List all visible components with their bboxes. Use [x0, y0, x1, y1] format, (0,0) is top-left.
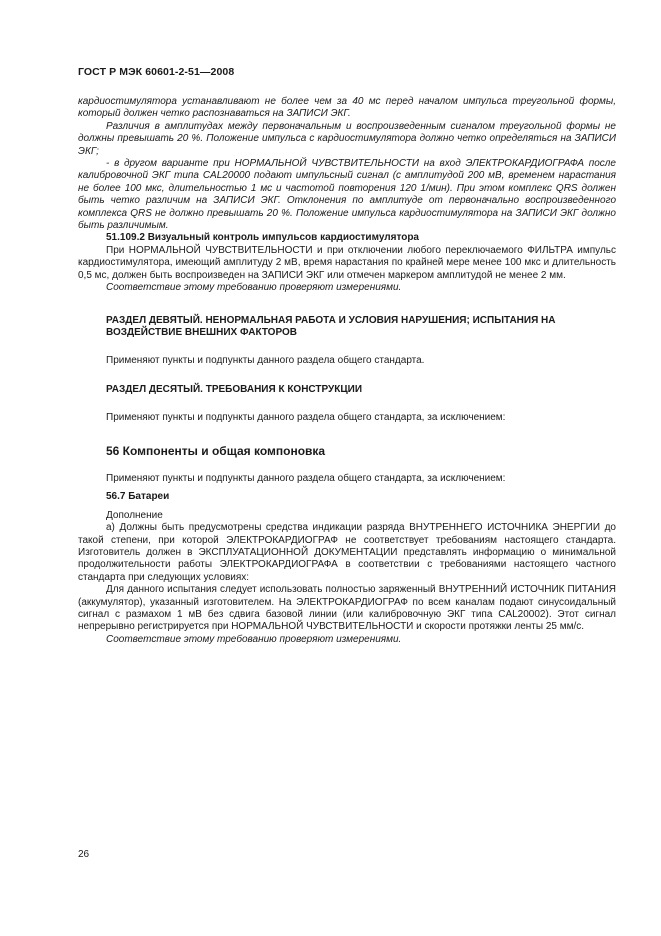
- paragraph-section-ten-applies: Применяют пункты и подпункты данного раздела общего стандарта, за исключением:: [106, 412, 506, 424]
- paragraph-pacemaker-pulse-timing: кардиостимулятора устанавливают не более чем за 40 мс перед началом импульса треугольной формы, который должен четко распознаваться на ЗАПИСИ ЭКГ.: [78, 96, 616, 120]
- section-title-56: 56 Компоненты и общая компоновка: [106, 443, 326, 458]
- page-number: 26: [78, 849, 90, 860]
- paragraph-battery-test: Для данного испытания следует использовать полностью заряженный ВНУТРЕННИЙ ИСТОЧНИК ПИТАНИЯ (аккумулятор), указанный изготовителем. На ЭЛЕКТРОКАРДИОГРАФ по всем каналам подают синусоидальный сигнал с размахом 1 мВ без сдвига базовой линии (или калибровочную ЭКГ типа CAL20002). Этот сигнал непрерывно регистрируется при НОРМАЛЬНОЙ ЧУВСТВИТЕЛЬНОСТИ и скорости протяжки ленты 25 мм/с.: [78, 584, 616, 633]
- paragraph-alternative-test: - в другом варианте при НОРМАЛЬНОЙ ЧУВСТВИТЕЛЬНОСТИ на вход ЭЛЕКТРОКАРДИОГРАФА после калибровочной ЭКГ типа CAL20000 подают импульсный сигнал (с амплитудой 200 мВ, временем нарастания не более 100 мкс, длительностью 1 мс и частотой повторения 120 1/мин). При этом комплекс QRS должен быть четко различим на ЗАПИСИ ЭКГ. Отклонения по амплитуде от первоначально воспроизведенного комплекса QRS не должно превышать 20 %. Положение импульса кардиостимулятора на ЗАПИСИ ЭКГ должно быть различимым.: [78, 158, 616, 232]
- paragraph-section-nine-applies: Применяют пункты и подпункты данного раздела общего стандарта.: [106, 355, 425, 367]
- paragraph-compliance-check-final: Соответствие этому требованию проверяют измерениями.: [106, 633, 402, 645]
- paragraph-battery-indication: а) Должны быть предусмотрены средства индикации разряда ВНУТРЕННЕГО ИСТОЧНИКА ЭНЕРГИИ до такой степени, при которой ЭЛЕКТРОКАРДИОГРАФ не соответствует требованиям настоящего стандарта. Изготовитель должен в ЭКСПЛУАТАЦИОННОЙ ДОКУМЕНТАЦИИ представлять информацию о минимальной продолжительности работы ЭЛЕКТРОКАРДИОГРАФА в соответствии с требованиями настоящего частного стандарта при следующих условиях:: [78, 522, 616, 583]
- subsection-title-51-109-2: 51.109.2 Визуальный контроль импульсов кардиостимулятора: [106, 232, 419, 244]
- section-title-nine: РАЗДЕЛ ДЕВЯТЫЙ. НЕНОРМАЛЬНАЯ РАБОТА И УСЛОВИЯ НАРУШЕНИЯ; ИСПЫТАНИЯ НА ВОЗДЕЙСТВИЕ ВНЕШНИХ ФАКТОРОВ: [106, 314, 556, 338]
- paragraph-amplitude-difference: Различия в амплитудах между первоначальным и воспроизведенным сигналом треугольной формы не должны превышать 20 %. Положение импульса с кардиостимулятора должно четко определяться на ЗАПИСИ ЭКГ;: [78, 120, 616, 157]
- document-header: ГОСТ Р МЭК 60601-2-51—2008: [78, 66, 235, 78]
- page-body: [78, 96, 616, 646]
- paragraph-addition: Дополнение: [106, 509, 163, 521]
- paragraph-section-56-applies: Применяют пункты и подпункты данного раздела общего стандарта, за исключением:: [106, 472, 506, 484]
- paragraph-compliance-check: Соответствие этому требованию проверяют измерениями.: [106, 282, 402, 294]
- paragraph-visual-control: При НОРМАЛЬНОЙ ЧУВСТВИТЕЛЬНОСТИ и при отключении любого переключаемого ФИЛЬТРА импульс кардиостимулятора, имеющий амплитуду 2 мВ, время нарастания по крайней мере менее 100 мкс и длительность 0,5 мс, должен быть воспроизведен на ЗАПИСИ ЭКГ или отмечен маркером амплитудой не менее 2 мм.: [78, 244, 616, 281]
- section-title-ten: РАЗДЕЛ ДЕСЯТЫЙ. ТРЕБОВАНИЯ К КОНСТРУКЦИИ: [106, 383, 363, 395]
- subsection-title-56-7: 56.7 Батареи: [106, 491, 170, 503]
